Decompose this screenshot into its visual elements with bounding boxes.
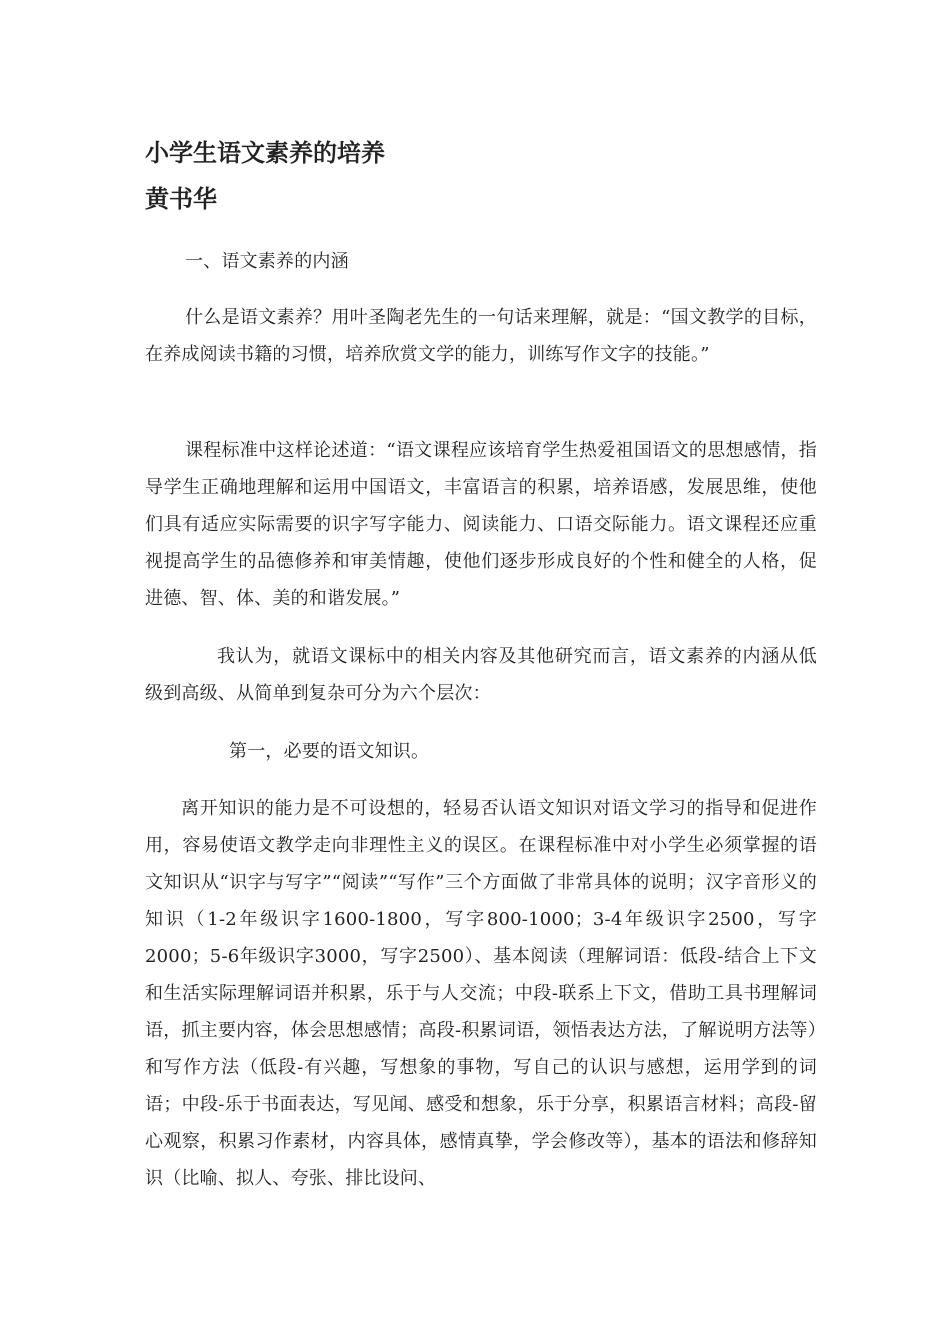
subsection-heading: 第一，必要的语文知识。	[229, 741, 430, 762]
document-title: 小学生语文素养的培养	[145, 139, 385, 167]
paragraph-curriculum: 课程标准中这样论述道：“语文课程应该培育学生热爱祖国语文的思想感情，指导学生正确地理解和运用中国语文，丰富语言的积累，培养语感，发展思维，使他们具有适应实际需要的识字写字能力、阅读能力、口语交际能力。语文课程还应重视提高学生的品德修养和审美情趣，使他们逐步形成良好的个性和健全的人格，促进德、智、体、美的和谐发展。”	[145, 440, 817, 609]
paragraph-definition: 什么是语文素养？用叶圣陶老先生的一句话来理解，就是：“国文教学的目标，在养成阅读书籍的习惯，培养欣赏文学的能力，训练写作文字的技能。”	[145, 307, 817, 365]
section-heading: 一、语文素养的内涵	[185, 251, 349, 272]
paragraph-knowledge: 离开知识的能力是不可设想的，轻易否认语文知识对语文学习的指导和促进作用，容易使语文教学走向非理性主义的误区。在课程标准中对小学生必须掌握的语文知识从“识字与写字”“阅读”“写作”三个方面做了非常具体的说明；汉字音形义的知识（1-2年级识字1600-1800，写字800-1000；3-4年级识字2500，写字2000；5-6年级识字3000，写字2500）、基本阅读（理解词语：低段-结合上下文和生活实际理解词语并积累，乐于与人交流；中段-联系上下文，借助工具书理解词语，抓主要内容，体会思想感情；高段-积累词语，领悟表达方法，了解说明方法等）和写作方法（低段-有兴趣，写想象的事物，写自己的认识与感想，运用学到的词语；中段-乐于书面表达，写见闻、感受和想象，乐于分享，积累语言材料；高段-留心观察，积累习作素材，内容具体，感情真挚，学会修改等），基本的语法和修辞知识（比喻、拟人、夸张、排比设问、	[145, 798, 817, 1189]
paragraph-opinion: 我认为，就语文课标中的相关内容及其他研究而言，语文素养的内涵从低级到高级、从简单到复杂可分为六个层次：	[145, 646, 817, 704]
document-author: 黄书华	[145, 185, 217, 213]
